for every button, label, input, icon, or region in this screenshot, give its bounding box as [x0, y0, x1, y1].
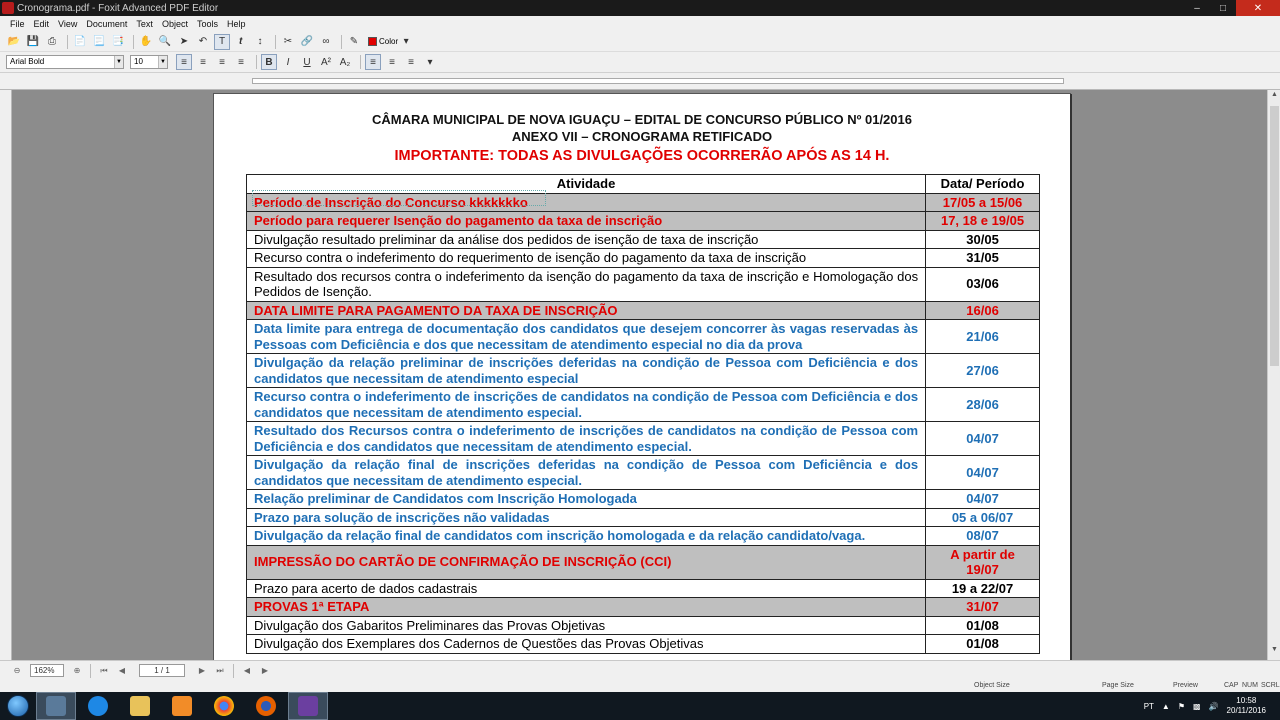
text-edit-icon[interactable]: 𝒕 — [239, 36, 243, 47]
table-row — [247, 635, 1040, 654]
menu-object[interactable]: Object — [161, 19, 188, 29]
status-bar — [0, 660, 1280, 680]
activity-cell[interactable]: Resultado dos Recursos contra o indeferimento de inscrições de candidatos na condição de Pessoa com Deficiência e dos candidatos que necessitam de atendimento especial. — [247, 422, 926, 456]
vertical-ruler — [0, 90, 12, 660]
clock-date: 20/11/2016 — [1226, 706, 1266, 715]
eyedropper-icon[interactable]: ✎ — [349, 36, 359, 47]
font-size-select[interactable] — [130, 55, 168, 69]
date-cell[interactable]: 04/07 — [926, 422, 1040, 456]
italic-icon[interactable]: I — [286, 56, 290, 68]
activity-cell[interactable]: Divulgação dos Exemplares dos Cadernos de Questões das Provas Objetivas — [247, 635, 926, 654]
justify-icon[interactable]: ≡ — [238, 56, 244, 68]
separator — [275, 35, 276, 49]
date-cell[interactable]: 01/08 — [926, 616, 1040, 635]
column-header-activity: Atividade — [247, 175, 926, 194]
activity-cell[interactable]: Prazo para solução de inscrições não validadas — [247, 508, 926, 527]
page-number-field[interactable]: 1 / 1 — [139, 664, 185, 677]
activity-cell[interactable]: Período para requerer Isenção do pagamento da taxa de inscrição — [247, 212, 926, 231]
menu-tools[interactable]: Tools — [196, 19, 218, 29]
table-row — [247, 320, 1040, 354]
date-cell[interactable]: 05 a 06/07 — [926, 508, 1040, 527]
date-cell[interactable]: 08/07 — [926, 527, 1040, 546]
scroll-up-icon[interactable]: ▲ — [1271, 91, 1278, 98]
taskbar-app-explorer-window[interactable] — [36, 692, 76, 720]
clock-time: 10:58 — [1236, 696, 1257, 705]
internet-explorer-icon — [88, 696, 108, 716]
main-toolbar — [0, 32, 1280, 52]
activity-cell[interactable]: Resultado dos recursos contra o indeferimento da isenção do pagamento da taxa de inscrição e Homologação dos Pedidos de Isenção. — [247, 267, 926, 301]
table-row — [247, 267, 1040, 301]
back-view-icon[interactable]: ◀ — [243, 665, 251, 675]
zoom-tool-icon[interactable]: 🔍 — [158, 36, 172, 47]
maximize-button[interactable]: □ — [1219, 2, 1227, 14]
chevron-down-icon[interactable]: ▼ — [158, 56, 167, 68]
document-workspace — [12, 90, 1267, 660]
date-cell[interactable]: 19 a 22/07 — [926, 579, 1040, 598]
color-dropdown-icon[interactable]: ▾ — [403, 36, 409, 47]
menu-bar — [0, 16, 1280, 32]
doc-header-2: ANEXO VII – CRONOGRAMA RETIFICADO — [511, 129, 773, 144]
info-bar — [0, 680, 1280, 692]
column-header-date: Data/ Período — [926, 175, 1040, 194]
taskbar-app-ie[interactable] — [78, 692, 118, 720]
font-family-select[interactable] — [6, 55, 124, 69]
color-label[interactable]: Color — [379, 37, 399, 46]
menu-text[interactable]: Text — [136, 19, 153, 29]
object-size-label: Object Size — [974, 682, 1010, 689]
windows-taskbar — [0, 692, 1280, 720]
more-dropdown-icon[interactable]: ▾ — [427, 56, 433, 68]
date-cell[interactable]: 04/07 — [926, 490, 1040, 509]
hand-tool-icon[interactable]: ✋ — [139, 36, 153, 47]
close-button[interactable]: ✕ — [1236, 0, 1280, 16]
list-icon[interactable]: ≡ — [408, 56, 414, 68]
vertical-scrollbar[interactable] — [1267, 90, 1280, 660]
scroll-thumb[interactable] — [1270, 106, 1279, 366]
subscript-icon[interactable]: A₂ — [339, 56, 351, 68]
insert-page-icon[interactable]: 📃 — [92, 36, 106, 47]
volume-icon[interactable]: 🔊 — [1208, 701, 1219, 711]
separator — [90, 664, 91, 678]
table-header-row — [247, 175, 1040, 194]
pages-icon[interactable]: 📑 — [111, 36, 125, 47]
underline-icon[interactable]: U — [303, 56, 311, 68]
taskbar-app-folder[interactable] — [120, 692, 160, 720]
flag-icon[interactable]: ⚑ — [1177, 701, 1186, 711]
chrome-icon — [214, 696, 234, 716]
activity-cell[interactable]: Data limite para entrega de documentação dos candidatos que desejem concorrer às vagas reservadas às Pessoas com Deficiência e dos que necessitam de atendimento especial no dia da prova — [247, 320, 926, 354]
zoom-select[interactable] — [30, 664, 64, 677]
font-family-value: Arial Bold — [10, 57, 45, 66]
num-indicator: NUM — [1242, 682, 1258, 689]
activity-cell[interactable]: Divulgação da relação final de inscrições deferidas na condição de Pessoa com Deficiência e dos candidatos que necessitam de atendimento especial. — [247, 456, 926, 490]
separator — [67, 35, 68, 49]
tray-expand-icon[interactable]: ▲ — [1161, 701, 1170, 711]
date-cell[interactable]: 17/05 a 15/06 — [926, 193, 1040, 212]
activity-cell[interactable]: Recurso contra o indeferimento do requerimento de isenção do pagamento da taxa de inscrição — [247, 249, 926, 268]
date-cell[interactable]: 30/05 — [926, 230, 1040, 249]
folder-icon — [130, 696, 150, 716]
link-icon[interactable]: 🔗 — [300, 36, 314, 47]
activity-cell[interactable]: IMPRESSÃO DO CARTÃO DE CONFIRMAÇÃO DE INSCRIÇÃO (CCI) — [247, 545, 926, 579]
forward-view-icon[interactable]: ▶ — [261, 665, 269, 675]
title-bar — [0, 0, 1280, 16]
first-page-icon[interactable]: ⏮ — [100, 665, 108, 675]
text-tool-icon[interactable]: T — [214, 34, 230, 50]
table-row — [247, 230, 1040, 249]
taskbar-app-chrome[interactable] — [204, 692, 244, 720]
font-size-value: 10 — [134, 57, 143, 66]
start-button[interactable] — [0, 692, 36, 720]
activity-cell[interactable]: Prazo para acerto de dados cadastrais — [247, 579, 926, 598]
separator — [341, 35, 342, 49]
prev-page-icon[interactable]: ◀ — [118, 665, 126, 675]
pdf-page[interactable] — [214, 94, 1070, 660]
activity-cell[interactable]: PROVAS 1ª ETAPA — [247, 598, 926, 617]
print-icon[interactable]: ⎙ — [48, 36, 56, 47]
table-row — [247, 388, 1040, 422]
line-spacing-icon[interactable]: ≡ — [365, 54, 381, 70]
media-player-icon — [172, 696, 192, 716]
date-cell[interactable]: A partir de 19/07 — [926, 545, 1040, 579]
activity-cell[interactable]: DATA LIMITE PARA PAGAMENTO DA TAXA DE INSCRIÇÃO — [247, 301, 926, 320]
activity-cell[interactable]: Divulgação dos Gabaritos Preliminares das Provas Objetivas — [247, 616, 926, 635]
scrl-indicator: SCRL — [1261, 682, 1280, 689]
minimize-button[interactable]: – — [1194, 2, 1200, 14]
taskbar-app-media[interactable] — [162, 692, 202, 720]
separator — [360, 55, 361, 69]
open-folder-icon[interactable]: 📂 — [7, 36, 21, 47]
table-row — [247, 616, 1040, 635]
text-flow-icon[interactable]: ↕ — [257, 36, 263, 47]
align-right-icon[interactable]: ≡ — [219, 56, 225, 68]
save-icon[interactable]: 💾 — [26, 36, 40, 47]
computer-icon — [46, 696, 66, 716]
paragraph-icon[interactable]: ≡ — [389, 56, 395, 68]
preview-label: Preview — [1173, 682, 1198, 689]
firefox-icon — [256, 696, 276, 716]
bold-icon[interactable]: B — [261, 54, 277, 70]
date-cell[interactable]: 16/06 — [926, 301, 1040, 320]
activity-cell[interactable]: Divulgação da relação final de candidatos com inscrição homologada e da relação candidato/vaga. — [247, 527, 926, 546]
separator — [133, 35, 134, 49]
menu-view[interactable]: View — [58, 19, 78, 29]
horizontal-ruler — [0, 72, 1280, 90]
table-row — [247, 193, 1040, 212]
menu-help[interactable]: Help — [226, 19, 246, 29]
scroll-down-icon[interactable]: ▼ — [1271, 646, 1278, 653]
next-page-icon[interactable]: ▶ — [198, 665, 206, 675]
date-cell[interactable]: 31/07 — [926, 598, 1040, 617]
date-cell[interactable]: 21/06 — [926, 320, 1040, 354]
last-page-icon[interactable]: ⏭ — [216, 665, 224, 675]
table-row — [247, 354, 1040, 388]
doc-important-note: IMPORTANTE: TODAS AS DIVULGAÇÕES OCORRERÃO APÓS AS 14 H. — [394, 148, 890, 164]
date-cell[interactable]: 04/07 — [926, 456, 1040, 490]
date-cell[interactable]: 03/06 — [926, 267, 1040, 301]
date-cell[interactable]: 28/06 — [926, 388, 1040, 422]
table-row — [247, 527, 1040, 546]
menu-edit[interactable]: Edit — [33, 19, 50, 29]
select-arrow-icon[interactable]: ➤ — [179, 36, 189, 47]
align-left-icon[interactable]: ≡ — [176, 54, 192, 70]
activity-cell[interactable]: Período de Inscrição do Concurso kkkkkkko — [247, 193, 926, 212]
zoom-in-icon[interactable]: ⊕ — [73, 665, 81, 675]
activity-cell[interactable]: Relação preliminar de Candidatos com Inscrição Homologada — [247, 490, 926, 509]
taskbar-app-foxit[interactable] — [288, 692, 328, 720]
table-row — [247, 456, 1040, 490]
menu-file[interactable]: File — [10, 19, 25, 29]
table-row — [247, 422, 1040, 456]
zoom-value: 162% — [34, 666, 55, 675]
menu-document[interactable]: Document — [86, 19, 128, 29]
activity-cell[interactable]: Divulgação resultado preliminar da análise dos pedidos de isenção de taxa de inscrição — [247, 230, 926, 249]
table-row — [247, 249, 1040, 268]
table-row — [247, 490, 1040, 509]
foxit-app-icon — [2, 2, 14, 14]
date-cell[interactable]: 17, 18 e 19/05 — [926, 212, 1040, 231]
windows-logo-icon — [7, 695, 29, 717]
align-center-icon[interactable]: ≡ — [200, 56, 206, 68]
superscript-icon[interactable]: A² — [321, 56, 331, 68]
table-row — [247, 545, 1040, 579]
color-swatch[interactable] — [368, 37, 377, 46]
table-row — [247, 579, 1040, 598]
ruler-scale[interactable] — [252, 78, 1064, 84]
network-icon[interactable]: ▩ — [1193, 701, 1201, 711]
table-row — [247, 508, 1040, 527]
new-page-icon[interactable]: 📄 — [73, 36, 87, 47]
table-row — [247, 598, 1040, 617]
activity-cell[interactable]: Recurso contra o indeferimento de inscrições de candidatos na condição de Pessoa com Deficiência e dos candidatos que necessitam de atendimento especial. — [247, 388, 926, 422]
undo-icon[interactable]: ↶ — [198, 36, 208, 47]
table-row — [247, 212, 1040, 231]
zoom-out-icon[interactable]: ⊖ — [13, 665, 21, 675]
clock[interactable] — [1227, 696, 1266, 716]
separator — [233, 664, 234, 678]
page-size-label: Page Size — [1102, 682, 1134, 689]
language-indicator[interactable]: PT — [1143, 701, 1154, 711]
table-row — [247, 301, 1040, 320]
foxit-editor-icon — [298, 696, 318, 716]
date-cell[interactable]: 01/08 — [926, 635, 1040, 654]
separator — [256, 55, 257, 69]
date-cell[interactable]: 27/06 — [926, 354, 1040, 388]
system-tray — [1144, 692, 1280, 720]
caps-indicator: CAP — [1224, 682, 1239, 689]
crop-icon[interactable]: ✂ — [283, 36, 293, 47]
activity-cell[interactable]: Divulgação da relação preliminar de inscrições deferidas na condição de Pessoa com Deficiência e dos candidatos que necessitam de atendimento especial — [247, 354, 926, 388]
taskbar-app-firefox[interactable] — [246, 692, 286, 720]
path-icon[interactable]: ∞ — [322, 36, 330, 47]
chevron-down-icon[interactable]: ▼ — [114, 56, 123, 68]
doc-header-1: CÂMARA MUNICIPAL DE NOVA IGUAÇU – EDITAL DE CONCURSO PÚBLICO Nº 01/2016 — [372, 112, 912, 127]
date-cell[interactable]: 31/05 — [926, 249, 1040, 268]
format-toolbar — [0, 52, 1280, 72]
schedule-table — [246, 174, 1040, 654]
window-title: Cronograma.pdf - Foxit Advanced PDF Editor — [17, 2, 219, 14]
